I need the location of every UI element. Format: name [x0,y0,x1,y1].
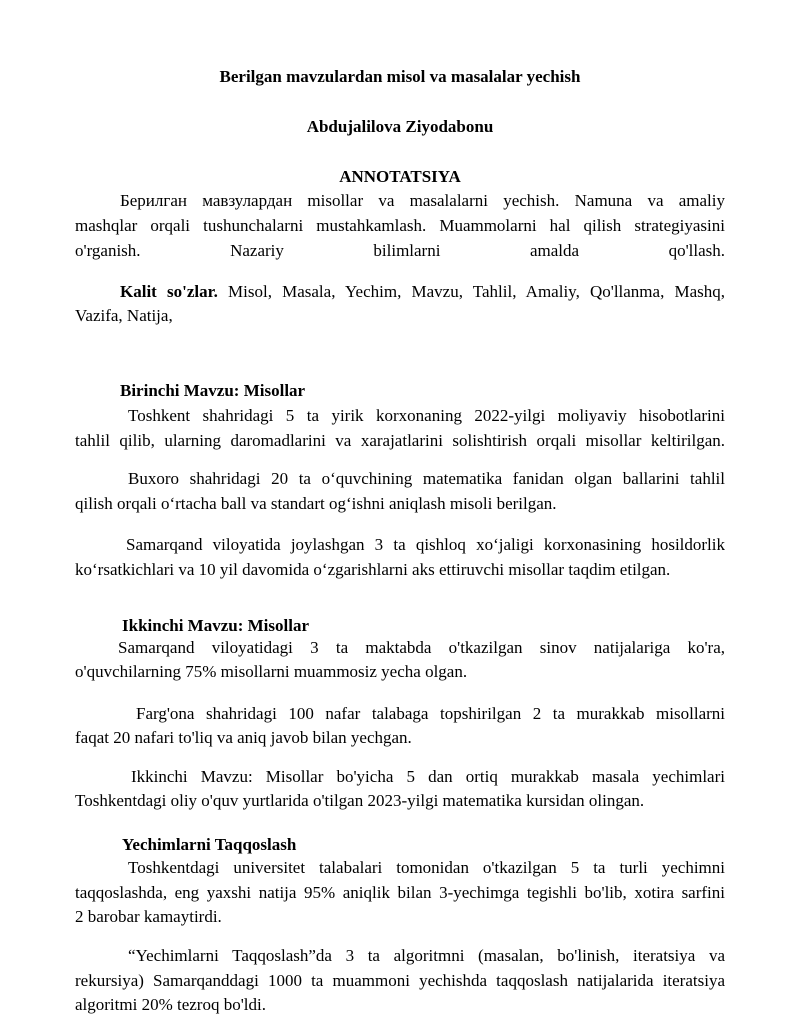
keywords-line: Vazifa, Natija, [75,306,173,325]
annotation-line: mashqlar orqali tushunchalarni mustahkamlash. Muammolarni hal qilish strategiyasini [75,216,725,235]
keywords-list: Misol, Masala, Yechim, Mavzu, Tahlil, Amaliy, Qo'llanma, Mashq, [228,282,726,301]
section-heading: Yechimlarni Taqqoslash [122,835,297,854]
paragraph-line: Buxoro shahridagi 20 ta o‘quvchining matematika fanidan olgan ballarini tahlil [128,469,725,488]
keywords-line [120,281,725,303]
paragraph-line: Samarqand viloyatida joylashgan 3 ta qishloq xo‘jaligi korxonasining hosildorlik [126,535,725,554]
paragraph-line: ko‘rsatkichlari va 10 yil davomida o‘zgarishlarni aks ettiruvchi misollar taqdim etilgan. [75,560,671,579]
paragraph-line: faqat 20 nafari to'liq va aniq javob bilan yechgan. [75,728,412,747]
section-heading: Birinchi Mavzu: Misollar [120,381,306,400]
paragraph-line: Toshkent shahridagi 5 ta yirik korxonaning 2022-yilgi moliyaviy hisobotlarini [128,406,725,425]
paragraph-line: tahlil qilib, ularning daromadlarini va xarajatlarini solishtirish orqali misollar keltirilgan. [75,431,725,450]
paragraph-line: 2 barobar kamaytirdi. [75,907,222,926]
document-title: Berilgan mavzulardan misol va masalalar yechish [219,67,581,86]
section-heading: Ikkinchi Mavzu: Misollar [122,616,310,635]
paragraph-line: taqqoslashda, eng yaxshi natija 95% aniqlik bilan 3-yechimga tegishli bo'lib, xotira sarfini [75,883,725,902]
paragraph-line: Farg'ona shahridagi 100 nafar talabaga topshirilgan 2 ta murakkab misollarni [136,704,725,723]
annotation-line: o'rganish. Nazariy bilimlarni amalda qo'llash. [75,241,725,260]
paragraph-line: qilish orqali o‘rtacha ball va standart og‘ishni aniqlash misoli berilgan. [75,494,557,513]
paragraph-line: rekursiya) Samarqanddagi 1000 ta muammoni yechishda taqqoslash natijalarida iteratsiya [75,971,725,990]
paragraph-line: “Yechimlarni Taqqoslash”da 3 ta algoritmni (masalan, bo'linish, iteratsiya va [128,946,725,965]
annotation-heading: ANNOTATSIYA [339,167,461,186]
paragraph-line: Toshkentdagi oliy o'quv yurtlarida o'tilgan 2023-yilgi matematika kursidan olingan. [75,791,645,810]
annotation-line: Берилган мавзулардан misollar va masalalarni yechish. Namuna va amaliy [120,191,725,210]
keywords-label: Kalit so'zlar. [120,282,218,301]
paragraph-line: algoritmi 20% tezroq bo'ldi. [75,995,266,1014]
paragraph-line: Ikkinchi Mavzu: Misollar bo'yicha 5 dan ortiq murakkab masala yechimlari [131,767,725,786]
author-name: Abdujalilova Ziyodabonu [306,117,494,136]
paragraph-line: o'quvchilarning 75% misollarni muammosiz yecha olgan. [75,662,468,681]
paragraph-line: Samarqand viloyatidagi 3 ta maktabda o'tkazilgan sinov natijalariga ko'ra, [118,638,725,657]
paragraph-line: Toshkentdagi universitet talabalari tomonidan o'tkazilgan 5 ta turli yechimni [128,858,725,877]
